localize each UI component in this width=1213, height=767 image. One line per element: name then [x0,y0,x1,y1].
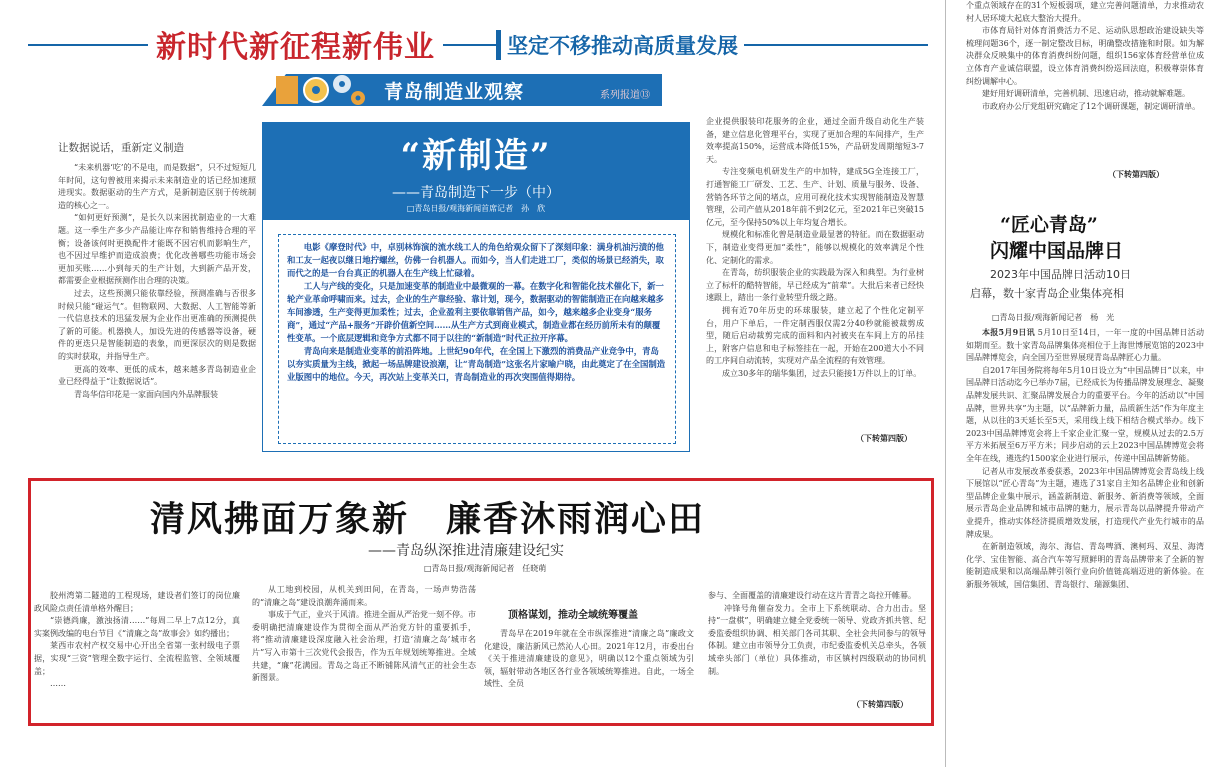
body-paragraph: 青岛早在2019年就在全市纵深推进“清廉之岛”廉政文化建设，廉洁新风已然沁人心田。2021年12月，市委出台《关于推进清廉建设的意见》，明确以12个重点领域为引领，辐射带动各地区各行业各领域统筹推进。自此，一场全域性、全员 [484,629,694,689]
article-byline: □青岛日报/观海新闻记者 任晓萌 [424,564,547,573]
body-paragraph: 规模化和标准化曾是制造业最显著的特征。而在数据驱动下，制造业变得更加“柔性”，能够以规模化的效率满足个性化、定制化的需求。 [706,230,924,265]
lead-paragraph: 工人与产线的变化，只是加速变革的制造业中最微观的一幕。在数字化和智能化技术催化下，新一轮产业革命呼啸而来。过去，企业的生产靠经验、靠计划，现今，数据驱动的智能制造正在向越来越多车间渗透，生产变得更加柔性；过去，企业盈利主要依靠销售产品，如今，越来越多企业变身“服务商”，通过“产品+服务”开辟价值新空间……从生产方式到商业模式，制造业都在经历前所未有的颠覆性变革。一个底层逻辑和竞争方式都不同于以往的“新制造”时代正拉开序幕。 [287,281,664,343]
body-paragraph: 建好用好调研清单，完善机制、迅速启动，推动就解难题。 [982,89,1190,99]
body-paragraph: 拥有近70年历史的环球服装，建立起了个性化定制平台，用户下单后，一件定制西服仅需2分40秒就能被裁剪成型，随后启动裁剪完成的面料和内衬被夹在车间上方的吊挂上，附客户信息和电子标签挂在一起，开始在200道大小不同的工序间自动流转，实现对产品全流程的有效管理。 [706,305,924,366]
article-column-2 [252,584,476,702]
continued-note: （下转第四版） [1104,169,1164,180]
story-subheadline-line-1: 2023年中国品牌日活动10日 [990,268,1131,281]
series-number: 系列报道⑬ [600,90,650,101]
body-paragraph: 市体育局针对体育消费活力不足、运动队思想政治建设缺失等梳理问题36个，逐一制定整改目标，明确整改措施和时限。如为解决群众反映集中的体育消费纠纷问题，组织156家体育经营单位成立体育产业诚信联盟，设立体育消费纠纷巡回法庭，积极尊崇体育纠纷调解中心。 [966,26,1204,86]
right-top-article-body [966,0,1204,184]
masthead-subtitle: 坚定不移推动高质量发展 [496,30,744,60]
section-heading: 顶格谋划，推动全域统筹覆盖 [508,610,638,621]
lead-paragraph: 青岛向来是制造业变革的前沿阵地。上世纪90年代，在全国上下激烈的消费品产业竞争中，青岛以夯实质量为主线，掀起一场品牌建设浪潮，让“青岛制造”这张名片家喻户晓，由此奠定了在全国制造业版图中的地位。今天，再次站上变革关口，青岛制造业的再次突围值得期待。 [287,346,666,382]
body-paragraph: 青岛华信印花是一家面向国内外品牌服装 [74,389,218,399]
body-paragraph: 成立30多年的瑞华集团，过去只能接1万件以上的订单。 [722,368,922,378]
body-paragraph [966,326,1204,365]
article-headline: 清风拂面万象新 廉香沐雨润心田 [150,499,706,540]
story-byline: □青岛日报/观海新闻记者 杨 光 [992,313,1115,322]
article-column-1 [34,590,240,702]
feature-byline: □青岛日报/观海新闻首席记者 孙 欣 [406,204,546,213]
article-subheadline: ——青岛纵深推进清廉建设纪实 [368,543,564,559]
feature-lead [278,234,676,444]
body-paragraph: 过去，这些预测只能依靠经验，预测准确与否很多时候只能“碰运气”。但物联网、大数据、人工智能等新一代信息技术的迅猛发展为企业作出更准确的预测提供了新的可能。机器换人，加设先进的传感器等设备，硬件的更迭只是智能制造的表象，而更深层次的则是数据的实时获取，并指导生产。 [58,288,256,361]
body-paragraph: 在新制造领域，海尔、海信、青岛啤酒、澳柯玛、双星、海湾化学、宝佳智能、高合汽车等写照鲜明的青岛品牌带来了全新的智能制造成果和以高端品牌引领行业向价值链高端迈进的新体验。在新服务领域，国信集团、青岛银行、瑞源集团、 [966,542,1204,589]
body-paragraph: 从工地到校园，从机关到田间，在青岛，一场声势浩荡的“清廉之岛”建设浪潮奔涌而来。 [252,585,476,607]
feature-title: “新制造” [400,136,552,176]
body-paragraph: 参与、全面覆盖的清廉建设行动在这片青青之岛拉开帷幕。 [708,591,916,600]
body-paragraph: 事成于气正，业兴于风清。推进全面从严治党一刻不停。市委明确把清廉建设作为贯彻全面从严治党方针的重要抓手，将“推动清廉建设深度融入社会治理，打造‘清廉之岛’城市名片”写入市第十三次党代会报告，作为五年规划统筹推进。全域共建，“廉”花满园。青岛之岛正不断铺陈风清气正的社会生态新图景。 [252,610,476,683]
body-paragraph: 企业提供服装印花服务的企业，通过全面升级自动化生产装备，建立信息化管理平台，实现了更加合理的车间排产，生产效率提高150%，运营成本降低15%，产品研发周期缩短3-7天。 [706,117,924,164]
body-paragraph: 专注变频电机研发生产的中加特，建成5G全连接工厂，打通智能工厂研发、工艺、生产、计划、质量与服务、设备、营销各环节之间的堵点，应用可视化技术实现智能制造及智慧管理，公司产值从2018年前不到2亿元，至2021年已突破15亿元，至今保持50%以上年均复合增长。 [706,167,924,227]
body-paragraph: “崇德尚廉，激浊扬清……”每周二早上7点12分，真实案例改编的电台节目《“清廉之岛”故事会》如约播出； [34,616,240,638]
body-paragraph: 记者从市发展改革委获悉，2023年中国品牌博览会青岛线上线下展馆以“匠心青岛”为主题，遴选了31家自主知名品牌企业和创新型品牌企业集中展示，涵盖新制造、新服务、新消费等领域，全面展示青岛企业品牌和城市品牌的魅力，展示青岛以品牌提升带动产业提升，推动实体经济提质增效发展，打造现代产业先行城市的品牌成果。 [966,466,1204,539]
body-paragraph: “未来机器‘吃’的不是电，而是数据”，只不过短短几年时间，这句曾被用来揭示未来制造业的话已经加速照进现实。数据驱动的生产方式，是新制造区别于传统制造的核心之一。 [58,163,256,210]
feature-subtitle: ——青岛制造下一步（中） [392,185,560,201]
body-paragraph: 冲锋号角催奋发力。全市上下系统联动、合力出击。坚持“一盘棋”，明确建立健全党委统一领导、党政齐抓共管、纪委监委组织协调、相关部门各司其职、全社会共同参与的领导体制。建立由市领导分工负责，市纪委监委机关总牵头，各领域牵头部门（单位）具体推动，市区镇村四级联动的协同机制。 [708,603,926,676]
column-divider [945,0,946,767]
story-headline-line-2: 闪耀中国品牌日 [990,240,1124,262]
masthead-title: 新时代新征程新伟业 [148,22,443,66]
body-paragraph: 个重点领域存在的31个短板弱项，建立完善问题清单，力求推动农村人居环境大起底大整治大提升。 [966,1,1204,23]
body-paragraph: 莱西市农村产权交易中心开出全省第一张村级电子票据，实现“三资”管理全数字运行、全流程监管、全领域覆盖； [34,641,240,676]
continued-note: （下转第四版） [852,699,908,709]
article-column-4 [708,590,926,702]
series-title: 青岛制造业观察 [384,81,525,103]
right-story-body [966,326,1204,767]
body-paragraph: 更高的效率、更低的成本，越来越多青岛制造业企业已经得益于“让数据说话”。 [58,364,256,387]
story-subheadline-line-2: 启幕，数十家青岛企业集体亮相 [970,287,1124,300]
left-section-heading: 让数据说话，重新定义制造 [58,142,184,154]
continued-note: （下转第四版） [852,433,912,444]
body-paragraph: 在青岛，纺织服装企业的实践最为深入和典型。为行业树立了标杆的酷特智能，早已经成为“前辈”。大批后来者已经快速跟上，踏出一条行业转型升级之路。 [706,268,924,303]
left-article-body [58,162,256,452]
lead-paragraph: 电影《摩登时代》中，卓别林饰演的流水线工人的角色给观众留下了深刻印象：满身机油污渍的他和工友一起夜以继日地拧螺丝，仿佛一台机器人。而如今，当人们走进工厂，类似的场景已经消失，取而代之的是一台台真正的机器人在生产线上忙碌着。 [287,242,664,278]
dateline: 本报5月9日讯 [982,327,1035,337]
mid-right-article-body [706,116,924,446]
article-column-3 [484,628,694,702]
body-paragraph: 胶州湾第二隧道的工程现场，建设者们签订的岗位廉政风险点责任清单格外醒目； [34,591,240,613]
body-paragraph: “如何更好预测”，是长久以来困扰制造业的一大难题。这一季生产多少产品能让库存和销售维持合理的平衡；设备该何时更换配件才能既不因宕机而影响生产，也不因过早维护而造成浪费；优化改善哪些功能市场会更加买账……小到每天的生产计划，大到新产品开发，都需要企业根据预测作出合理的决策。 [58,213,256,286]
body-paragraph: …… [50,679,66,689]
paragraph-text: 5月10日至14日，一年一度的中国品牌日活动如期而至。数十家青岛品牌集体亮相位于上海世博展览馆的2023中国品牌博览会，向全国乃至世界展现青岛品牌匠心力量。 [966,328,1204,363]
body-paragraph: 市政府办公厅党组研究确定了12个调研课题，制定调研清单。 [982,101,1201,111]
body-paragraph: 自2017年国务院将每年5月10日设立为“中国品牌日”以来，中国品牌日活动迄今已举办7届，已经成长为传播品牌发展理念、凝聚品牌发展共识、汇聚品牌发展合力的重要平台。今年的活动以“中国品牌，世界共享”为主题，以“品牌新力量，品质新生活”作为年度主题，从以往的3天延长至5天，采用线上线下相结合模式举办。线下2023中国品牌博览会将上千家企业汇聚一堂，规模从过去的2.5万平方米拓展至6万平方米；同步启动的云上2023中国品牌博览会将全年在线，遴选约1500家企业进行展示，传递中国品牌新势能。 [966,365,1204,463]
story-headline-line-1: “匠心青岛” [1000,214,1098,236]
gears-icon [272,70,372,110]
